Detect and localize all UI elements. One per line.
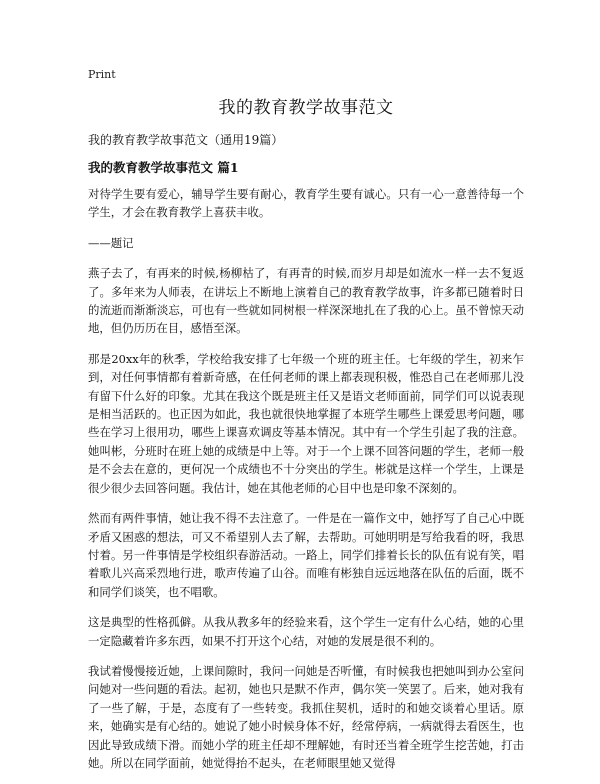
document-page <box>88 68 524 784</box>
document-title: 我的教育教学故事范文 <box>218 98 394 118</box>
paragraph-personality: 这是典型的性格孤僻。从我从教多年的经验来看，这个学生一定有什么心结，她的心里一定隐藏着许多东西，如果不打开这个心结，对她的发展是很不利的。 <box>88 615 524 648</box>
paragraph-autumn: 那是20xx年的秋季，学校给我安排了七年级一个班的班主任。七年级的学生，初来乍到，对任何事情都有着新奇感，在任何老师的课上都表现积极，惟恐自己在老师那儿没有留下什么好的印象。尤其在我这个既是班主任又是语文老师面前，同学们可以说表现是相当活跃的。也正因为如此，我也就很快地掌握了本班学生哪些上课爱思考问题，哪些在学习上很用功，哪些上课喜欢调皮等基本情况。其中有一个学生引起了我的注意。她叫彬，分班时在班上她的成绩是中上等。对于一个上课不回答问题的学生，老师一般是不会去在意的，更何况一个成绩也不十分突出的学生。彬就是这样一个学生，上课是很少很少去回答问题。我估计，她在其他老师的心目中也是印象不深刻的。 <box>88 351 524 495</box>
document-subtitle: 我的教育教学故事范文（通用19篇） <box>88 133 284 147</box>
print-link[interactable]: Print <box>88 68 116 81</box>
paragraph-swallows: 燕子去了，有再来的时候,杨柳枯了，有再青的时候,而岁月却是如流水一样一去不复返了。多年来为人师表，在讲坛上不断地上演着自己的教育教学故事，许多都已随着时日的流逝而渐渐淡忘，可也有一些就如同树根一样深深地扎在了我的心上。虽不曾惊天动地，但仍历历在目，感悟至深。 <box>88 266 524 336</box>
paragraph-two-events: 然而有两件事情，她让我不得不去注意了。一件是在一篇作文中，她抒写了自己心中既矛盾又困惑的想法，可又不希望别人去了解，去帮助。可她明明是写给我看的呀，我思忖着。另一件事情是学校组织春游活动。一路上，同学们排着长长的队伍有说有笑，唱着歌儿兴高采烈地行进，歌声传遍了山谷。而唯有彬独自远远地落在队伍的后面，既不和同学们谈笑，也不唱歌。 <box>88 511 524 599</box>
paragraph-approach: 我试着慢慢接近她，上课间隙时，我问一问她是否听懂，有时候我也把她叫到办公室问问她对一些问题的看法。起初，她也只是默不作声，偶尔笑一笑罢了。后来，她对我有了一些了解，于是，态度有了一些转变。我抓住契机，适时的和她交谈着心里话。原来，她确实是有心结的。她说了她小时候身体不好，经常停病，一病就得去看医生，也因此导致成绩下滑。而她小学的班主任却不理解她，有时还当着全班学生挖苦她，打击她。所以在同学面前，她觉得抬不起头，在老师眼里她又觉得 <box>88 663 524 770</box>
paragraph-epigraph: ——题记 <box>88 235 134 250</box>
section-heading: 我的教育教学故事范文 篇1 <box>88 160 239 175</box>
paragraph-intro: 对待学生要有爱心，辅导学生要有耐心，教育学生要有诚心。只有一心一意善待每一个学生，才会在教育教学上喜获丰收。 <box>88 187 524 220</box>
